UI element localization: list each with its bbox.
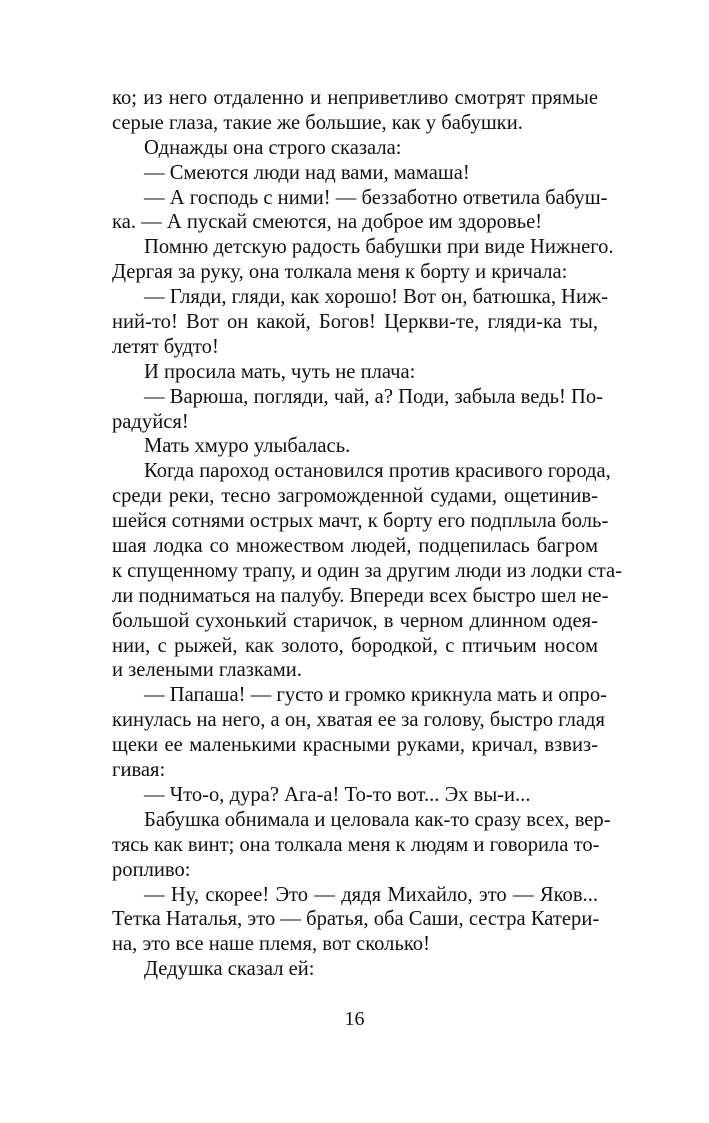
text-line: ко; из него отдаленно и неприветливо смотрят прямые	[112, 87, 598, 109]
text-line: нии, с рыжей, как золото, бородкой, с птичьим носом	[112, 634, 598, 657]
text-line: — Смеются люди над вами, мамаша!	[144, 161, 470, 184]
text-line: — Папаша! — густо и громко крикнула мать и опро-	[144, 684, 607, 707]
text-line: Тетка Наталья, это — братья, оба Саши, сестра Катери-	[112, 908, 600, 931]
text-line: ний-то! Вот он какой, Богов! Церкви-те, гляди-ка ты,	[112, 311, 598, 334]
text-line: гивая:	[112, 759, 166, 782]
text-line: шая лодка со множеством людей, подцепилась багром	[112, 535, 598, 558]
text-line: ка. — А пускай смеются, на доброе им здоровье!	[112, 211, 543, 234]
text-line: на, это все наше племя, вот сколько!	[112, 933, 430, 956]
page-body	[112, 86, 623, 982]
text-line: летят будто!	[112, 335, 219, 358]
text-line: — Варюша, погляди, чай, а? Поди, забыла ведь! По-	[144, 385, 604, 408]
text-line: и зелеными глазками.	[112, 659, 302, 682]
text-line: И просила мать, чуть не плача:	[144, 360, 416, 383]
text-line: ропливо:	[112, 858, 191, 881]
text-line: — Ну, скорее! Это — дядя Михайло, это — Яков...	[144, 883, 598, 906]
text-line: Дедушка сказал ей:	[144, 958, 315, 981]
text-line: Дергая за руку, она толкала меня к борту и кричала:	[112, 261, 568, 284]
text-line: большой сухонький старичок, в черном длинном одея-	[112, 609, 598, 632]
text-line: Помню детскую радость бабушки при виде Нижнего.	[144, 236, 614, 259]
text-line: Однажды она строго сказала:	[144, 136, 402, 159]
text-line: к спущенному трапу, и один за другим люди из лодки ста-	[112, 559, 623, 582]
text-line: — А господь с ними! — беззаботно ответила бабуш-	[144, 186, 608, 209]
text-line: серые глаза, такие же большие, как у бабушки.	[112, 111, 523, 134]
text-line: — Гляди, гляди, как хорошо! Вот он, батюшка, Ниж-	[144, 286, 609, 309]
text-line: тясь как винт; она толкала меня к людям и говорила то-	[112, 833, 600, 856]
page-number: 16	[344, 1008, 365, 1030]
text-line: кинулась на него, а он, хватая ее за голову, быстро гладя	[112, 709, 605, 732]
text-line: радуйся!	[112, 410, 189, 433]
text-line: шейся сотнями острых мачт, к борту его подплыла боль-	[112, 510, 609, 533]
text-line: Мать хмуро улыбалась.	[144, 435, 351, 458]
text-line: среди реки, тесно загроможденной судами, ощетинив-	[112, 485, 598, 508]
text-line: Когда пароход остановился против красивого города,	[144, 460, 611, 483]
text-line: щеки ее маленькими красными руками, кричал, взвиз-	[112, 734, 598, 757]
text-line: Бабушка обнимала и целовала как-то сразу всех, вер-	[144, 808, 611, 831]
text-line: — Что-о, дура? Ага-а! То-то вот... Эх вы-и...	[144, 783, 531, 806]
text-line: ли подниматься на палубу. Впереди всех быстро шел не-	[112, 584, 609, 607]
